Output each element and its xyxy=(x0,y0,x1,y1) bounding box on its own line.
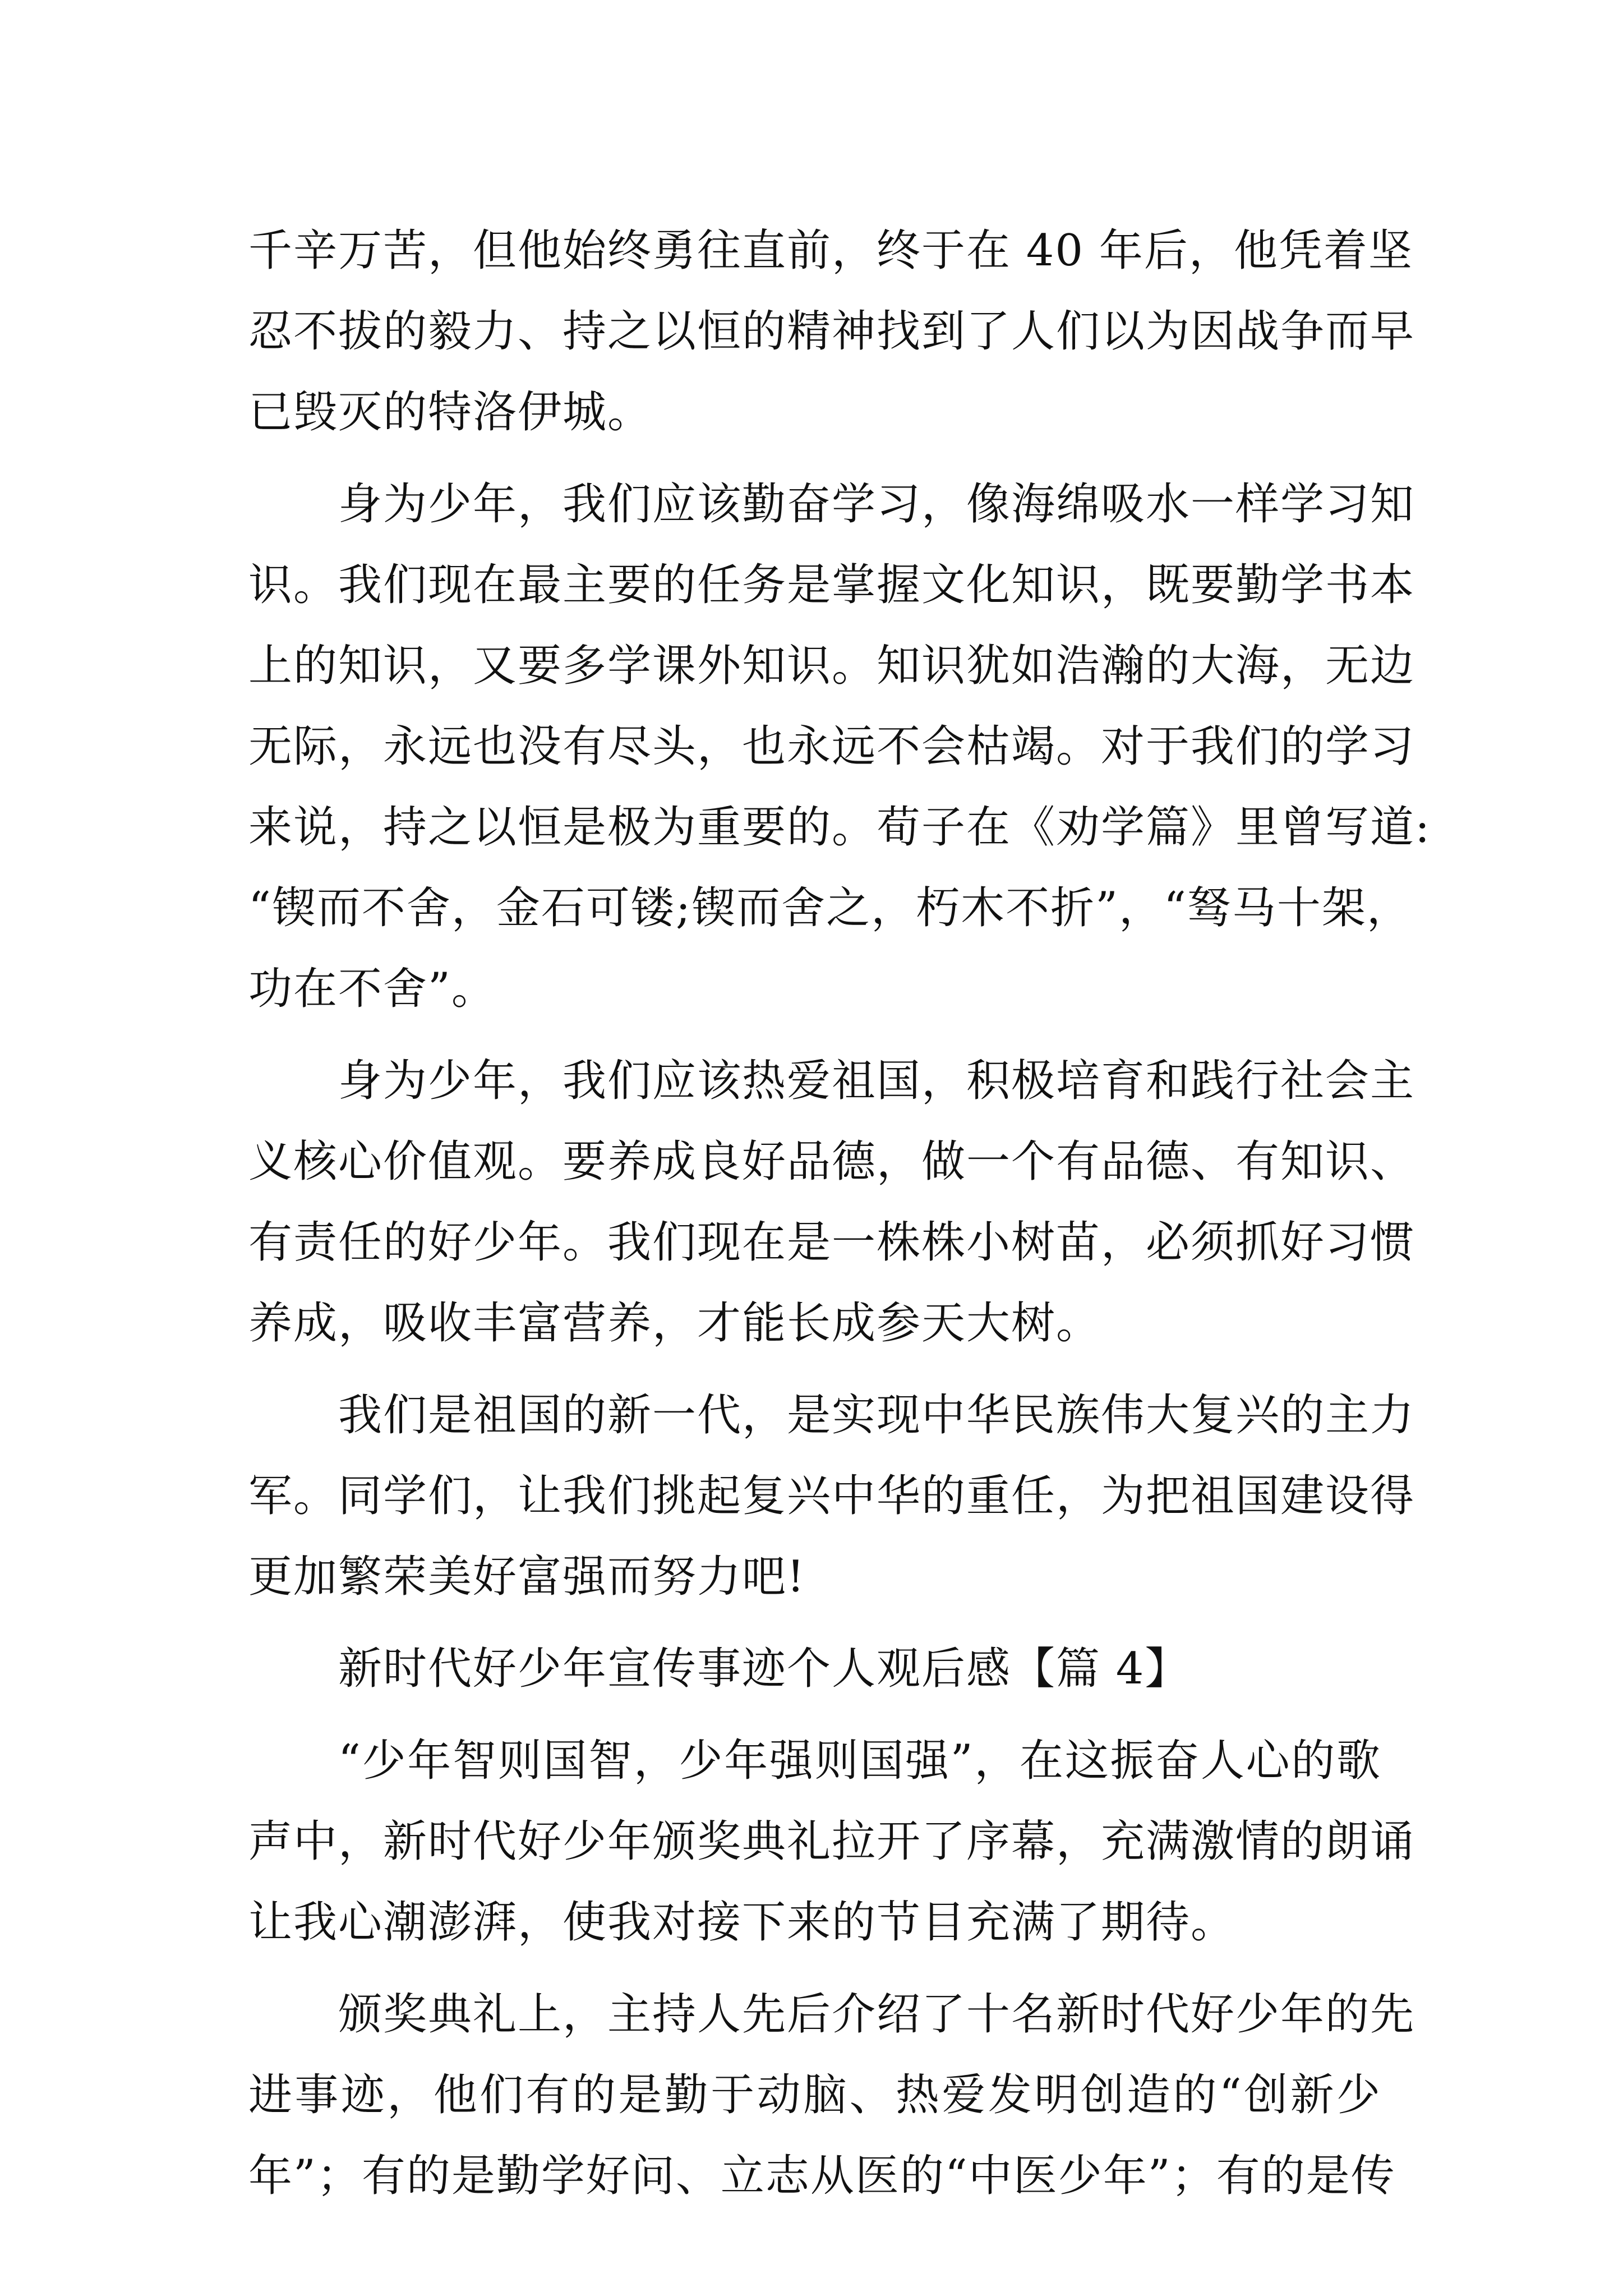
text-line: 颁奖典礼上，主持人先后介绍了十名新时代好少年的先 xyxy=(338,1989,1415,2040)
text-line: 已毁灭的特洛伊城。 xyxy=(248,387,653,438)
paragraph-gap xyxy=(248,453,1381,464)
text-line: 功在不舍”。 xyxy=(248,964,496,1014)
text-line: 来说，持之以恒是极为重要的。荀子在《劝学篇》里曾写道: xyxy=(248,802,1431,853)
text-line: 新时代好少年宣传事迹个人观后感【篇 4】 xyxy=(338,1644,1190,1694)
text-line: 声中，新时代好少年颁奖典礼拉开了序幕，充满激情的朗诵 xyxy=(248,1816,1415,1867)
text-line: 忍不拔的毅力、持之以恒的精神找到了人们以为因战争而早 xyxy=(248,306,1415,357)
paragraph xyxy=(248,1041,1415,1364)
paragraph-gap xyxy=(248,1029,1381,1041)
text-line: “少年智则国智，少年强则国强”，在这振奋人心的歌 xyxy=(338,1736,1381,1786)
body-text xyxy=(248,210,1431,2216)
paragraph-gap xyxy=(248,1709,1381,1720)
text-line: 让我心潮澎湃，使我对接下来的节目充满了期待。 xyxy=(248,1897,1236,1948)
paragraph xyxy=(248,1974,1415,2216)
text-line: 军。同学们，让我们挑起复兴中华的重任，为把祖国建设得 xyxy=(248,1471,1415,1521)
text-line: 更加繁荣美好富强而努力吧! xyxy=(248,1552,806,1602)
text-line: 年”；有的是勤学好问、立志从医的“中医少年”；有的是传 xyxy=(248,2151,1396,2201)
paragraph-gap xyxy=(248,1364,1381,1375)
text-line: 养成，吸收丰富营养，才能长成参天大树。 xyxy=(248,1298,1101,1349)
paragraph xyxy=(248,1720,1415,1963)
text-line: 上的知识，又要多学课外知识。知识犹如浩瀚的大海，无边 xyxy=(248,641,1415,691)
paragraph xyxy=(248,1628,1381,1709)
text-line: 我们是祖国的新一代，是实现中华民族伟大复兴的主力 xyxy=(338,1390,1415,1441)
text-line: 有责任的好少年。我们现在是一株株小树苗，必须抓好习惯 xyxy=(248,1217,1415,1268)
paragraph xyxy=(248,210,1415,453)
paragraph xyxy=(248,1375,1415,1617)
text-line: 身为少年，我们应该热爱祖国，积极培育和践行社会主 xyxy=(338,1056,1415,1106)
paragraph xyxy=(248,464,1431,1029)
text-line: 无际，永远也没有尽头，也永远不会枯竭。对于我们的学习 xyxy=(248,721,1415,772)
text-line: 身为少年，我们应该勤奋学习，像海绵吸水一样学习知 xyxy=(338,479,1415,530)
text-line: 识。我们现在最主要的任务是掌握文化知识，既要勤学书本 xyxy=(248,560,1415,610)
text-line: 千辛万苦，但他始终勇往直前，终于在 40 年后，他凭着坚 xyxy=(248,226,1413,276)
text-line: 义核心价值观。要养成良好品德，做一个有品德、有知识、 xyxy=(248,1137,1415,1187)
paragraph-gap xyxy=(248,1617,1381,1628)
paragraph-gap xyxy=(248,1963,1381,1974)
text-line: 进事迹，他们有的是勤于动脑、热爱发明创造的“创新少 xyxy=(248,2070,1381,2120)
text-line: “锲而不舍，金石可镂;锲而舍之，朽木不折”，“驽马十架， xyxy=(248,883,1412,933)
